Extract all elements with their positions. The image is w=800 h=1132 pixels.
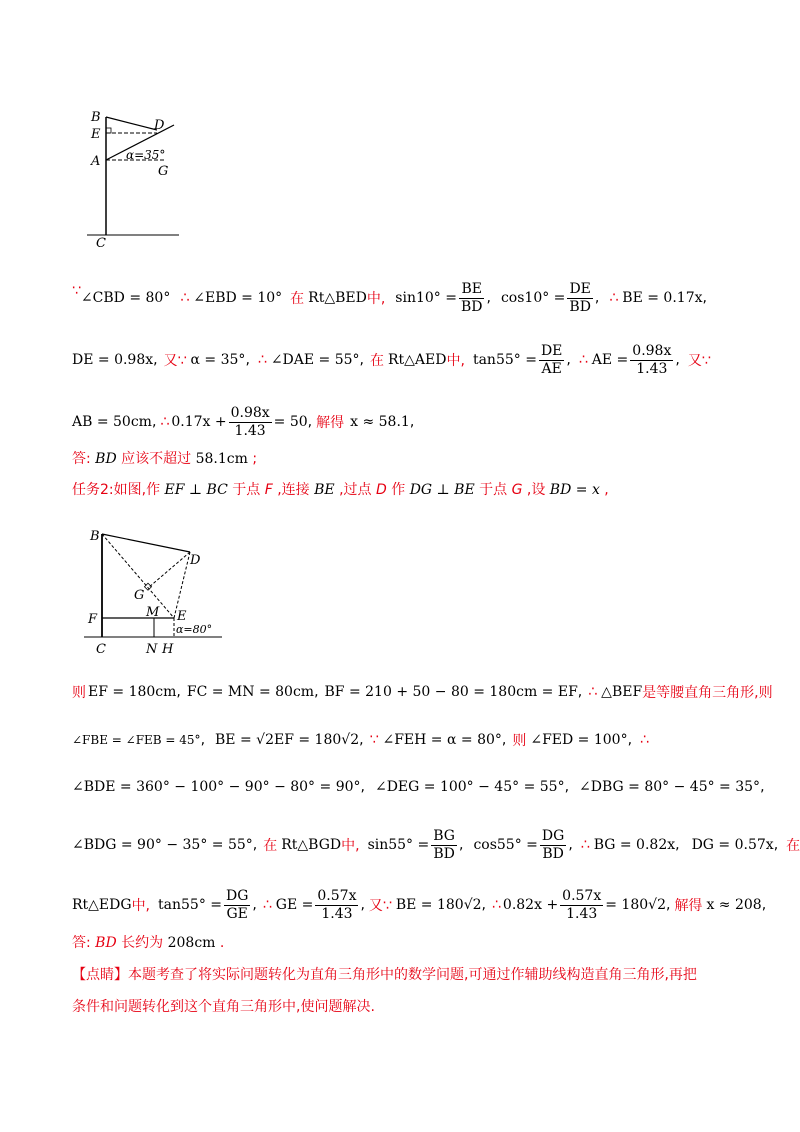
math-expr: ∠BDE = 360° − 100° − 90° − 80° = 90° [72, 779, 361, 795]
math-expr: BD [95, 935, 117, 951]
answer-text: 长约为 [121, 935, 164, 951]
solution-line-5: ∠FBE = ∠FEB = 45° , BE = √2EF = 180√2 , ∵ ∠FEH = α = 80° , 则 ∠FED = 100° , ∴ [72, 732, 649, 749]
task-text: 于点 [479, 482, 508, 498]
fig2-label-h: H [162, 642, 174, 657]
answer-text: 应该不超过 [121, 451, 192, 467]
text-you-because: 又∵ [687, 353, 711, 369]
fig1-label-b: B [91, 110, 101, 125]
math-expr: 208cm [167, 935, 216, 951]
math-expr: ∠DAE = 55° [270, 352, 360, 368]
fraction [630, 343, 673, 376]
text-zai: 在 [786, 838, 800, 854]
math-expr: FC = MN = 80cm [186, 684, 315, 700]
math-expr: α = 35° [190, 352, 246, 368]
solution-line-6: ∠BDE = 360° − 100° − 90° − 80° = 90° , ∠DEG = 100° − 45° = 55° , ∠DBG = 80° − 45° = 35° , [72, 779, 765, 795]
fig1-label-d: D [154, 118, 165, 133]
solution-line-1: ∵ ∠CBD = 80° ∴ ∠EBD = 10° 在 Rt△BED 中, sin10° = $\frac{BE}{BD}$ , cos10° = $\frac{DE}{BD}$ , ∴ BE = 0.17x , [72, 281, 707, 315]
math-expr: DG = 0.57x [691, 837, 774, 853]
math-expr: AB = 50cm [72, 414, 152, 430]
comment-tag: 【点睛】 [72, 967, 128, 983]
math-expr: sin10° = [395, 290, 457, 306]
math-expr: tan55° = [472, 352, 537, 368]
because-symbol: ∵ [369, 732, 379, 748]
text-zhong: 中, [446, 353, 465, 369]
fraction-denominator: BD [542, 845, 564, 862]
text-zai: 在 [370, 353, 384, 369]
fraction-numerator: DG [541, 828, 565, 845]
text-ze: 则 [72, 685, 86, 701]
answer-prefix: 答: [72, 935, 91, 951]
solution-line-8: Rt△EDG 中, tan55° = $\frac{DG}{GE}$ , ∴ GE = $\frac{0.57x}{1.43}$ , 又∵ BE = 180√2 , ∴ 0.82x + $\frac{0.57x}{1.43}$ = 180√2 , 解得 x ≈ 208 , [72, 888, 767, 922]
task-text: , [604, 482, 609, 498]
answer-2 [72, 932, 224, 952]
text-zai: 在 [290, 291, 305, 307]
comment-line-2 [72, 996, 375, 1016]
answer-end: . [219, 935, 225, 951]
task-text: 于点 [232, 482, 261, 498]
math-expr: x ≈ 58.1 [350, 414, 410, 430]
therefore-symbol: ∴ [262, 897, 272, 913]
fraction [540, 828, 566, 861]
text-zhong: 中, [366, 291, 386, 307]
math-expr: ∠BDG = 90° − 35° = 55° [72, 837, 253, 853]
fraction-numerator: 0.57x [317, 888, 357, 905]
math-expr: Rt△AED [388, 352, 447, 368]
math-expr: BE = 180√2 [395, 897, 482, 913]
text-zai: 在 [263, 838, 278, 854]
text-you-because: 又∵ [368, 898, 392, 914]
fig1-label-e: E [91, 127, 101, 142]
figure-1-diagram [82, 105, 192, 250]
fraction [431, 828, 457, 861]
math-expr: ∠FEH = α = 80° [382, 732, 502, 748]
fraction-numerator: BG [433, 828, 455, 845]
answer-1 [72, 448, 257, 468]
text-jiede: 解得 [316, 415, 345, 431]
fraction-numerator: DG [226, 888, 249, 905]
solution-line-3: AB = 50cm , ∴ 0.17x + $\frac{0.98x}{1.43}$ = 50 , 解得 x ≈ 58.1 , [72, 405, 415, 439]
fraction-numerator: DE [569, 281, 591, 298]
comment-text: 条件和问题转化到这个直角三角形中,使问题解决. [72, 999, 375, 1015]
fig2-label-angle: α=80° [176, 623, 213, 636]
math-expr: BD = x [549, 482, 600, 498]
answer-end: ; [252, 451, 258, 467]
fig2-label-m: M [146, 605, 160, 620]
math-expr: ∠CBD = 80° [80, 290, 171, 306]
fraction-denominator: BD [460, 298, 483, 315]
comment-text: 本题考查了将实际问题转化为直角三角形中的数学问题,可通过作辅助线构造直角三角形,再把 [128, 967, 697, 983]
math-expr: EF = 180cm [88, 684, 177, 700]
math-expr: 0.82x + [502, 897, 559, 913]
task-text: ,连接 [277, 482, 310, 498]
text-zhong: 中, [131, 898, 151, 914]
therefore-symbol: ∴ [160, 414, 170, 430]
fig1-label-angle: α=35° [126, 148, 166, 162]
math-expr: BF = 210 + 50 − 80 = 180cm = EF [324, 684, 578, 700]
fraction-denominator: GE [226, 905, 248, 922]
math-expr: 0.17x + [171, 414, 227, 430]
because-symbol: ∵ [72, 283, 81, 299]
task-2-heading [72, 479, 609, 499]
answer-prefix: 答: [72, 451, 91, 467]
text-jiede: 解得 [674, 898, 703, 914]
fraction [229, 405, 272, 438]
fraction-denominator: BD [433, 845, 455, 862]
math-expr: BE = √2EF = 180√2 [215, 732, 360, 748]
math-expr: AE = [591, 352, 629, 368]
fraction [315, 888, 358, 921]
fraction-denominator: 1.43 [321, 905, 353, 922]
fraction [224, 888, 250, 921]
math-expr: BE = 0.17x [622, 290, 703, 306]
text-isosceles: 是等腰直角三角形,则 [642, 685, 773, 701]
fraction-numerator: 0.98x [632, 343, 672, 360]
math-expr: x ≈ 208 [706, 897, 762, 913]
solution-line-4: 则 EF = 180cm , FC = MN = 80cm , BF = 210 + 50 − 80 = 180cm = EF , ∴ △BEF 是等腰直角三角形,则 [72, 684, 773, 701]
fraction-numerator: BE [461, 281, 482, 298]
math-expr: BG = 0.82x [593, 837, 676, 853]
math-expr: ∠FED = 100° [530, 732, 628, 748]
math-expr: EF ⊥ BC [164, 482, 228, 498]
task-text: ,过点 [339, 482, 372, 498]
fig2-label-e: E [177, 609, 187, 624]
therefore-symbol: ∴ [578, 352, 588, 368]
math-expr: tan55° = [158, 897, 222, 913]
math-expr: BE [314, 482, 335, 498]
math-expr: cos55° = [473, 837, 538, 853]
fraction-denominator: 1.43 [636, 360, 668, 377]
fraction [459, 281, 485, 314]
text-ze: 则 [512, 733, 527, 749]
math-expr: Rt△EDG [72, 897, 132, 913]
math-expr: = 50 [273, 414, 308, 430]
math-expr: ∠EBD = 10° [193, 290, 283, 306]
fig2-label-g: G [134, 588, 145, 603]
math-expr: BD [95, 451, 117, 467]
task-text: D [376, 482, 387, 498]
math-expr: Rt△BGD [281, 837, 342, 853]
fraction [539, 343, 564, 376]
math-expr: DG ⊥ BE [409, 482, 475, 498]
task-text: G [511, 482, 523, 498]
math-expr: ∠DBG = 80° − 45° = 35° [579, 779, 761, 795]
math-expr: sin55° = [367, 837, 430, 853]
fraction-numerator: 0.57x [562, 888, 602, 905]
therefore-symbol: ∴ [492, 897, 501, 913]
fraction [560, 888, 603, 921]
task-text: 任务2:如图,作 [72, 482, 161, 498]
text-you-because: 又∵ [163, 353, 187, 369]
fraction-numerator: DE [540, 343, 563, 360]
fraction-denominator: 1.43 [234, 422, 266, 439]
math-expr: 58.1cm [195, 451, 248, 467]
task-text: 作 [391, 482, 406, 498]
fraction-denominator: AE [541, 360, 562, 377]
solution-line-7: ∠BDG = 90° − 35° = 55° , 在 Rt△BGD 中, sin55° = $\frac{BG}{BD}$ , cos55° = $\frac{DG}{BD}$ , ∴ BG = 0.82x , DG = 0.57x , 在 [72, 828, 800, 862]
therefore-symbol: ∴ [580, 837, 590, 853]
fig2-label-n: N [146, 642, 158, 657]
fig1-label-g: G [158, 164, 169, 179]
fig1-label-a: A [91, 154, 101, 169]
fraction-denominator: 1.43 [566, 905, 598, 922]
fraction-numerator: 0.98x [230, 405, 270, 422]
math-expr: DE = 0.98x [72, 352, 154, 368]
solution-line-2: DE = 0.98x , 又∵ α = 35° , ∴ ∠DAE = 55° , 在 Rt△AED 中, tan55° = $\frac{DE}{AE}$ , ∴ AE = $\frac{0.98x}{1.43}$ , 又∵ [72, 343, 711, 377]
math-expr: △BEF [601, 684, 643, 700]
fig2-label-f: F [88, 612, 98, 627]
math-expr: Rt△BED [308, 290, 367, 306]
therefore-symbol: ∴ [257, 352, 267, 368]
text-zhong: 中, [341, 838, 360, 854]
fig2-label-d: D [190, 553, 201, 568]
math-expr: = 180√2 [605, 897, 666, 913]
therefore-symbol: ∴ [640, 732, 649, 748]
fig1-label-c: C [96, 236, 106, 250]
math-expr: ∠DEG = 100° − 45° = 55° [374, 779, 565, 795]
therefore-symbol: ∴ [609, 290, 619, 306]
task-text: F [264, 482, 273, 498]
fig2-label-c: C [96, 642, 106, 657]
math-expr: ∠FBE = ∠FEB = 45° [72, 733, 201, 747]
comment-line-1 [72, 964, 697, 984]
task-text: ,设 [526, 482, 546, 498]
fraction [567, 281, 593, 314]
fig2-label-b: B [90, 529, 100, 544]
math-expr: GE = [275, 897, 314, 913]
figure-2-diagram [82, 522, 227, 657]
fraction-denominator: BD [569, 298, 591, 315]
math-expr: cos10° = [500, 290, 566, 306]
therefore-symbol: ∴ [180, 290, 190, 306]
therefore-symbol: ∴ [588, 684, 598, 700]
